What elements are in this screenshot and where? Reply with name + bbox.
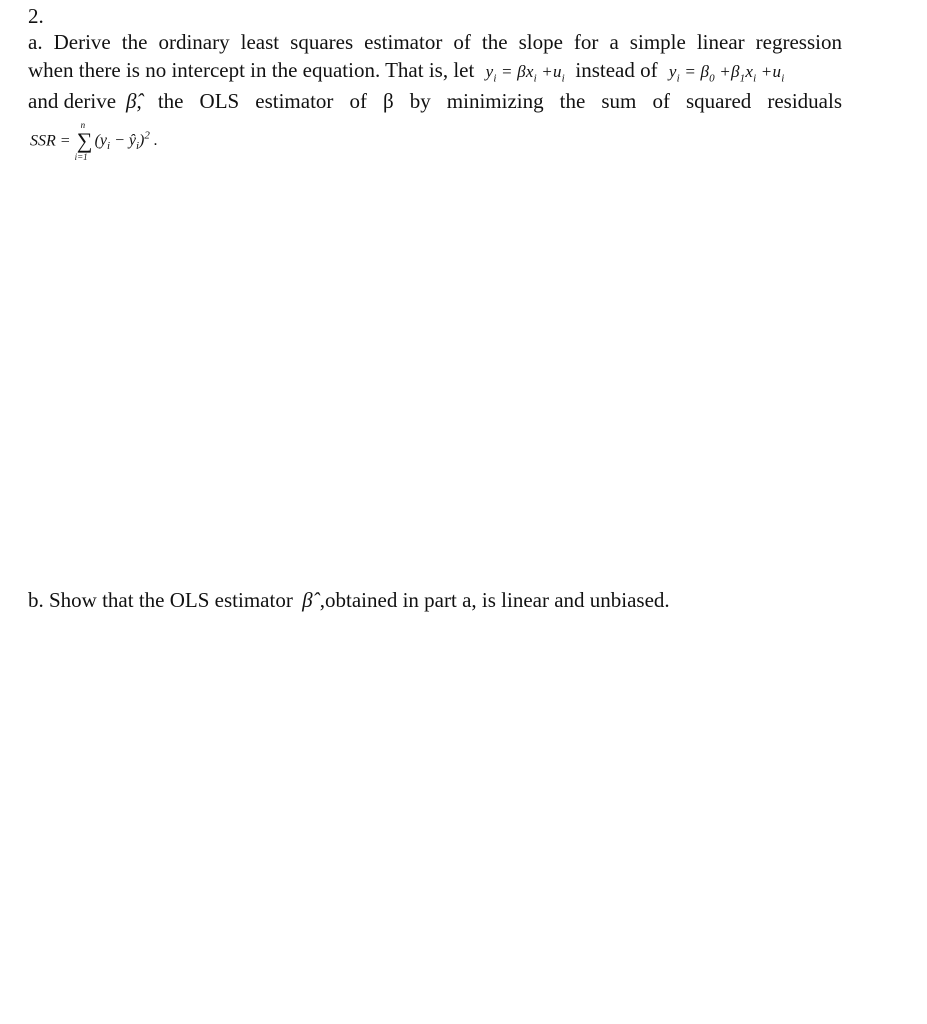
part-a-line-3 <box>28 89 842 114</box>
part-b-text-start: b. Show that the OLS estimator <box>28 588 293 612</box>
part-a-line-2-text: when there is no intercept in the equation. That is, let <box>28 58 475 82</box>
part-b-line <box>28 588 670 613</box>
part-a-line-3-end-wrap <box>137 89 842 114</box>
model-no-intercept: $y_i = \beta x_i +u_i$ <box>485 62 565 85</box>
beta-hat-symbol-a: β̂ <box>126 89 137 113</box>
sum-lower-limit: i=1 <box>74 152 88 163</box>
model-with-intercept: $y_i = \beta_0 +\beta_1x_i +u_i$ <box>668 62 785 85</box>
part-a-line-1: a. Derive the ordinary least squares estimator of the slope for a simple linear regression <box>28 30 842 54</box>
ssr-formula: SSR = n ∑ i=1 ($y_i$ − $ŷ_i)^2$ . <box>30 120 158 163</box>
sum-upper-limit: n <box>80 120 86 131</box>
part-b-text-end: ,obtained in part a, is linear and unbiased. <box>319 588 670 612</box>
part-a-line-2 <box>28 58 784 84</box>
question-number: 2. <box>28 4 44 28</box>
beta-hat-symbol-b: β̂ <box>302 588 313 612</box>
part-a-line-3-start: and derive <box>28 89 117 113</box>
part-a-line-3-end: , the OLS estimator of β by minimizing the sum of squared residuals <box>136 89 842 113</box>
part-a-line-2-mid: instead of <box>575 58 658 82</box>
summation-sign: n ∑ i=1 <box>74 120 93 163</box>
